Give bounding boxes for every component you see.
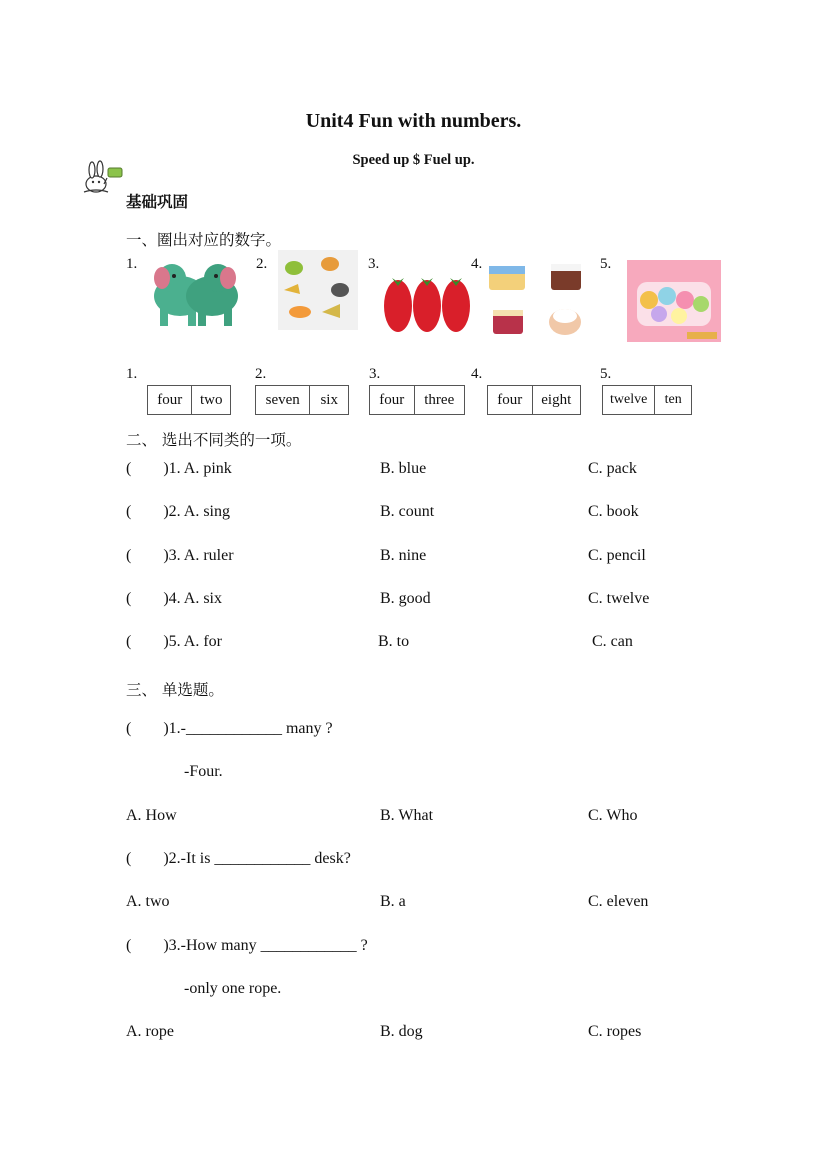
word-option[interactable]: six — [309, 386, 348, 414]
picture-number: 3. — [368, 256, 380, 272]
question-text: ( )1.-____________ many ? — [126, 720, 333, 737]
word-choice-box — [602, 385, 692, 415]
choice-a: A. rope — [126, 1023, 174, 1040]
part1-heading: 一、圈出对应的数字。 — [126, 231, 282, 249]
word-option[interactable]: twelve — [610, 392, 648, 407]
answer-text: -only one rope. — [184, 980, 282, 997]
question-option-b: B. to — [378, 633, 410, 650]
question-option-a: ( )2. A. sing — [126, 503, 230, 520]
birds-picture — [278, 250, 358, 330]
choice-b: B. What — [380, 807, 434, 824]
choice-b: B. a — [380, 893, 406, 910]
choice-a: A. two — [126, 893, 170, 910]
picture-number: 5. — [600, 256, 612, 272]
question-text: ( )2.-It is ____________ desk? — [126, 850, 351, 867]
choice-c: C. eleven — [588, 893, 649, 910]
word-choice-box — [369, 385, 465, 415]
word-option[interactable]: four — [497, 391, 523, 408]
picture-number: 4. — [471, 256, 483, 272]
page-title: Unit4 Fun with numbers. — [305, 110, 522, 132]
question-row — [126, 460, 726, 482]
question-option-b: B. nine — [380, 547, 427, 564]
tomatoes-picture — [382, 266, 472, 336]
answer-text: -Four. — [184, 763, 223, 780]
question-option-c: C. pack — [588, 460, 637, 477]
question-option-c: C. can — [592, 633, 633, 650]
section-label: 基础巩固 — [126, 192, 189, 211]
choices-row — [126, 893, 726, 915]
elephants-picture — [148, 256, 246, 330]
choice-c: C. ropes — [588, 1023, 642, 1040]
word-option[interactable]: eight — [532, 386, 580, 414]
question-row — [126, 547, 726, 569]
question-row — [126, 937, 726, 959]
option-number: 5. — [600, 366, 612, 382]
word-option[interactable]: two — [191, 386, 230, 414]
question-option-b: B. blue — [380, 460, 427, 477]
answer-row — [126, 980, 726, 1002]
question-row — [126, 850, 726, 872]
cakes-picture — [485, 256, 591, 340]
word-option[interactable]: seven — [265, 391, 300, 408]
option-number: 4. — [471, 366, 483, 382]
bunny-mascot-icon — [80, 160, 126, 194]
word-choice-box — [487, 385, 581, 415]
question-option-a: ( )3. A. ruler — [126, 547, 234, 564]
question-option-c: C. book — [588, 503, 639, 520]
option-number: 2. — [255, 366, 267, 382]
word-choice-box — [255, 385, 349, 415]
choices-row — [126, 1023, 726, 1045]
question-option-b: B. good — [380, 590, 431, 607]
question-row — [126, 633, 726, 655]
word-option[interactable]: four — [157, 391, 183, 408]
picture-number: 1. — [126, 256, 138, 272]
question-option-a: ( )5. A. for — [126, 633, 222, 650]
option-number: 3. — [369, 366, 381, 382]
question-option-a: ( )1. A. pink — [126, 460, 232, 477]
question-row — [126, 503, 726, 525]
question-option-c: C. pencil — [588, 547, 646, 564]
question-text: ( )3.-How many ____________ ? — [126, 937, 368, 954]
question-option-c: C. twelve — [588, 590, 650, 607]
part2-heading: 二、 选出不同类的一项。 — [126, 431, 302, 449]
word-option[interactable]: four — [379, 391, 405, 408]
question-option-a: ( )4. A. six — [126, 590, 222, 607]
option-number: 1. — [126, 366, 138, 382]
picture-number: 2. — [256, 256, 268, 272]
choice-b: B. dog — [380, 1023, 423, 1040]
choices-row — [126, 807, 726, 829]
part3-heading: 三、 单选题。 — [126, 681, 224, 699]
word-choice-box — [147, 385, 231, 415]
question-option-b: B. count — [380, 503, 435, 520]
answer-row — [126, 763, 726, 785]
ropes-picture — [627, 260, 721, 342]
question-row — [126, 590, 726, 612]
page-subtitle: Speed up $ Fuel up. — [352, 152, 475, 168]
choice-a: A. How — [126, 807, 177, 824]
word-option[interactable]: three — [414, 386, 464, 414]
choice-c: C. Who — [588, 807, 638, 824]
question-row — [126, 720, 726, 742]
word-option[interactable]: ten — [654, 386, 691, 414]
